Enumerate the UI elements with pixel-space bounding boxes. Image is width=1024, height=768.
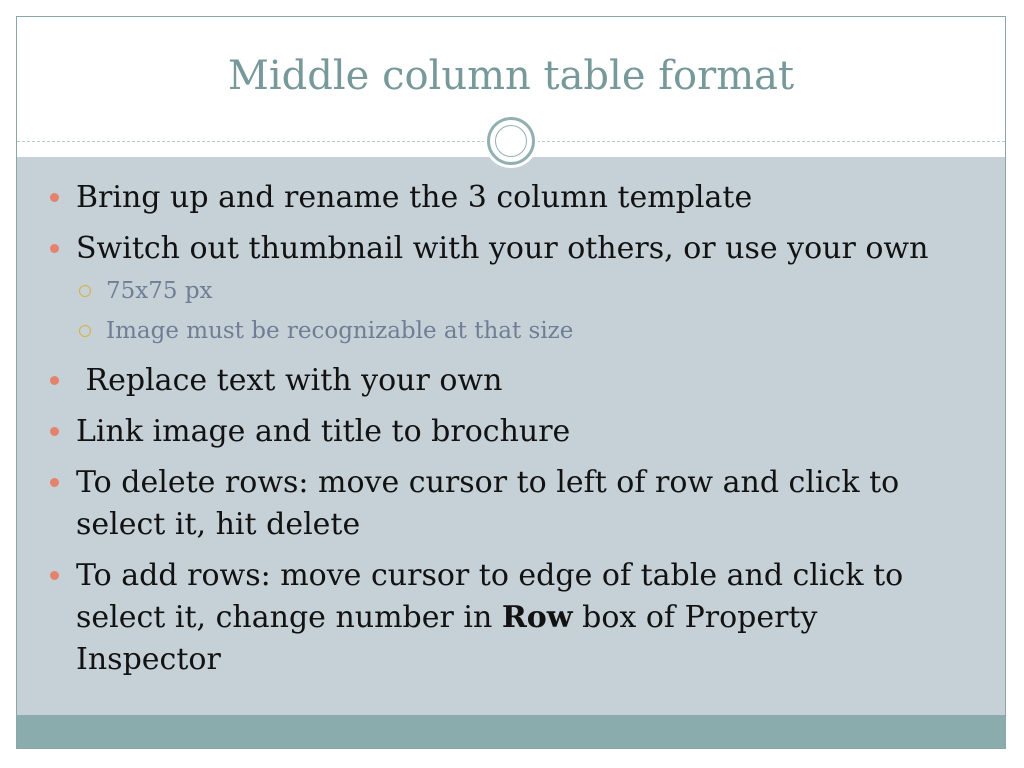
bullet-item — [17, 177, 1005, 219]
sub-bullet-item — [17, 316, 1005, 346]
circle-inner-ring — [495, 125, 527, 157]
bullet-dot-icon — [50, 478, 59, 487]
bullet-text: Replace text with your own — [76, 363, 503, 398]
bullet-item — [17, 360, 1005, 402]
bullet-text-before: To add rows: move cursor to edge of table and click to select it, change number in — [76, 558, 904, 635]
bullet-list — [17, 177, 1005, 690]
bullet-dot-icon — [50, 193, 59, 202]
sub-bullet-group — [17, 276, 1005, 346]
bullet-dot-icon — [50, 427, 59, 436]
slide — [16, 16, 1006, 749]
bullet-dot-icon — [50, 571, 59, 580]
bullet-item — [17, 228, 1005, 270]
bullet-item — [17, 462, 1005, 546]
sub-bullet-list — [17, 276, 1005, 346]
bullet-text-bold: Row — [501, 600, 573, 635]
sub-bullet-ring-icon — [79, 285, 91, 297]
bullet-text: Switch out thumbnail with your others, or use your own — [76, 231, 929, 266]
sub-bullet-ring-icon — [79, 325, 91, 337]
bullet-text: Link image and title to brochure — [76, 414, 571, 449]
bullet-dot-icon — [50, 376, 59, 385]
bullet-text-after: box of Property Inspector — [76, 600, 818, 677]
bullet-item — [17, 411, 1005, 453]
sub-bullet-text: Image must be recognizable at that size — [106, 318, 574, 344]
footer-bar — [17, 715, 1005, 748]
bullet-item — [17, 555, 1005, 681]
slide-title: Middle column table format — [227, 53, 795, 99]
bullet-text: Bring up and rename the 3 column template — [76, 180, 753, 215]
sub-bullet-item — [17, 276, 1005, 306]
bullet-text: To delete rows: move cursor to left of row and click to select it, hit delete — [76, 465, 900, 542]
bullet-dot-icon — [50, 244, 59, 253]
sub-bullet-text: 75x75 px — [106, 278, 213, 304]
